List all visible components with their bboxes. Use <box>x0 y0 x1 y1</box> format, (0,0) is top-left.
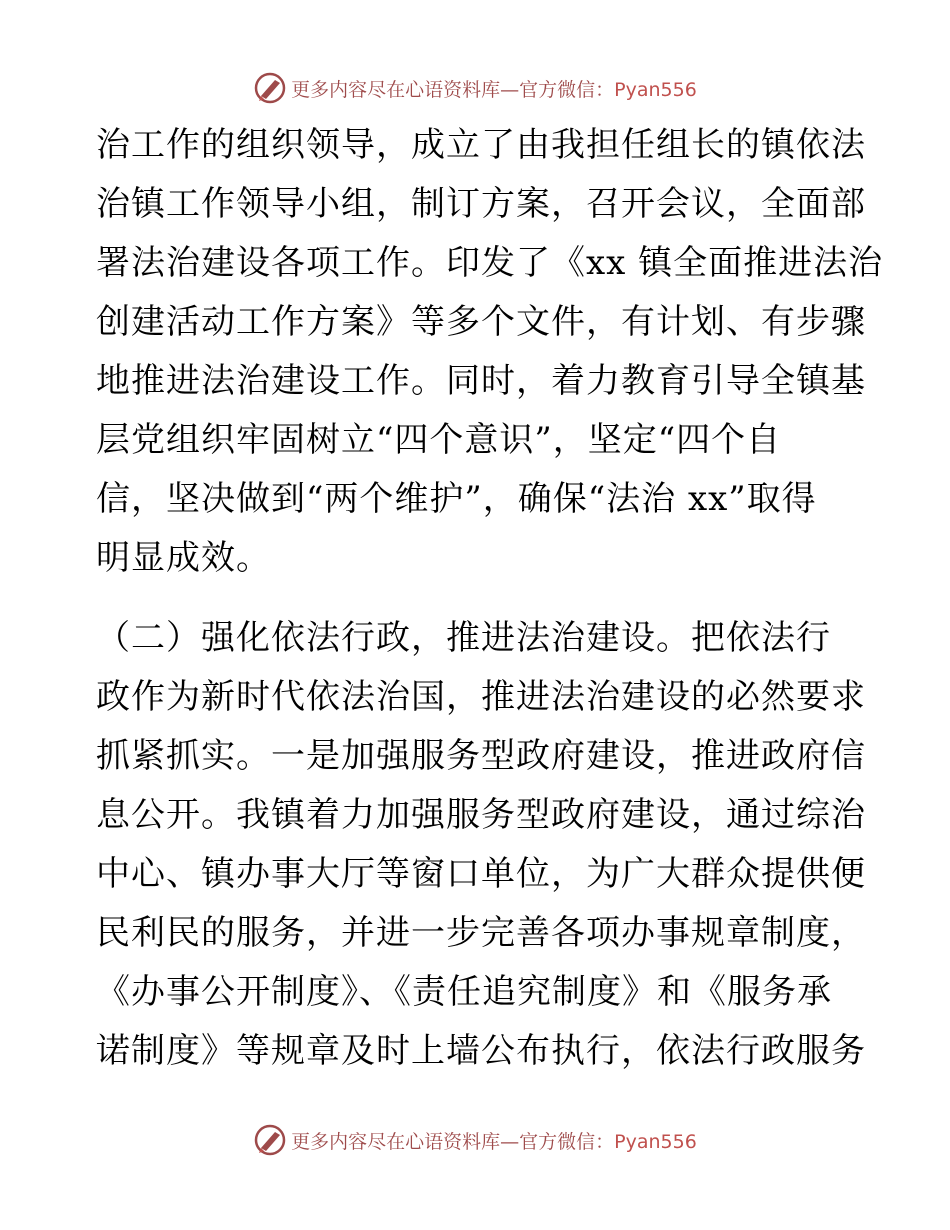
text-line: 诺制度》等规章及时上墙公布执行，依法行政服务 <box>96 1031 866 1071</box>
paragraph-1 <box>96 116 884 588</box>
text-line: 治工作的组织领导，成立了由我担任组长的镇依法 <box>96 125 866 165</box>
text-line: 息公开。我镇着力加强服务型政府建设，通过综治 <box>96 795 866 835</box>
text-line: 治镇工作领导小组，制订方案，召开会议，全面部 <box>96 184 866 224</box>
header-watermark <box>0 68 950 108</box>
text-line: 署法治建设各项工作。印发了《xx 镇全面推进法治 <box>96 243 884 283</box>
watermark-text: 更多内容尽在心语资料库—官方微信： <box>291 1130 615 1153</box>
paragraph-2 <box>96 609 866 1081</box>
paragraph-spacer <box>96 588 866 609</box>
text-line: 创建活动工作方案》等多个文件，有计划、有步骤 <box>96 302 866 342</box>
pen-logo-icon <box>253 1123 287 1157</box>
pen-logo-icon <box>253 71 287 105</box>
text-line: 信，坚决做到“两个维护”，确保“法治 xx”取得 <box>96 479 817 519</box>
text-line: （二）强化依法行政，推进法治建设。把依法行 <box>96 618 831 658</box>
text-line: 《办事公开制度》、《责任追究制度》和《服务承 <box>96 972 832 1012</box>
text-line: 地推进法治建设工作。同时，着力教育引导全镇基 <box>96 361 866 401</box>
watermark-wechat-id: Pyan556 <box>614 78 697 101</box>
text-line: 中心、镇办事大厅等窗口单位，为广大群众提供便 <box>96 854 866 894</box>
text-line: 政作为新时代依法治国，推进法治建设的必然要求 <box>96 677 866 717</box>
text-line: 抓紧抓实。一是加强服务型政府建设，推进政府信 <box>96 736 866 776</box>
watermark-wechat-id: Pyan556 <box>614 1130 697 1153</box>
text-line: 层党组织牢固树立“四个意识”，坚定“四个自 <box>96 420 782 460</box>
footer-watermark <box>0 1120 950 1160</box>
text-line: 民利民的服务，并进一步完善各项办事规章制度， <box>96 913 866 953</box>
watermark-text: 更多内容尽在心语资料库—官方微信： <box>291 78 615 101</box>
document-body <box>96 116 884 1081</box>
text-line: 明显成效。 <box>96 538 271 578</box>
